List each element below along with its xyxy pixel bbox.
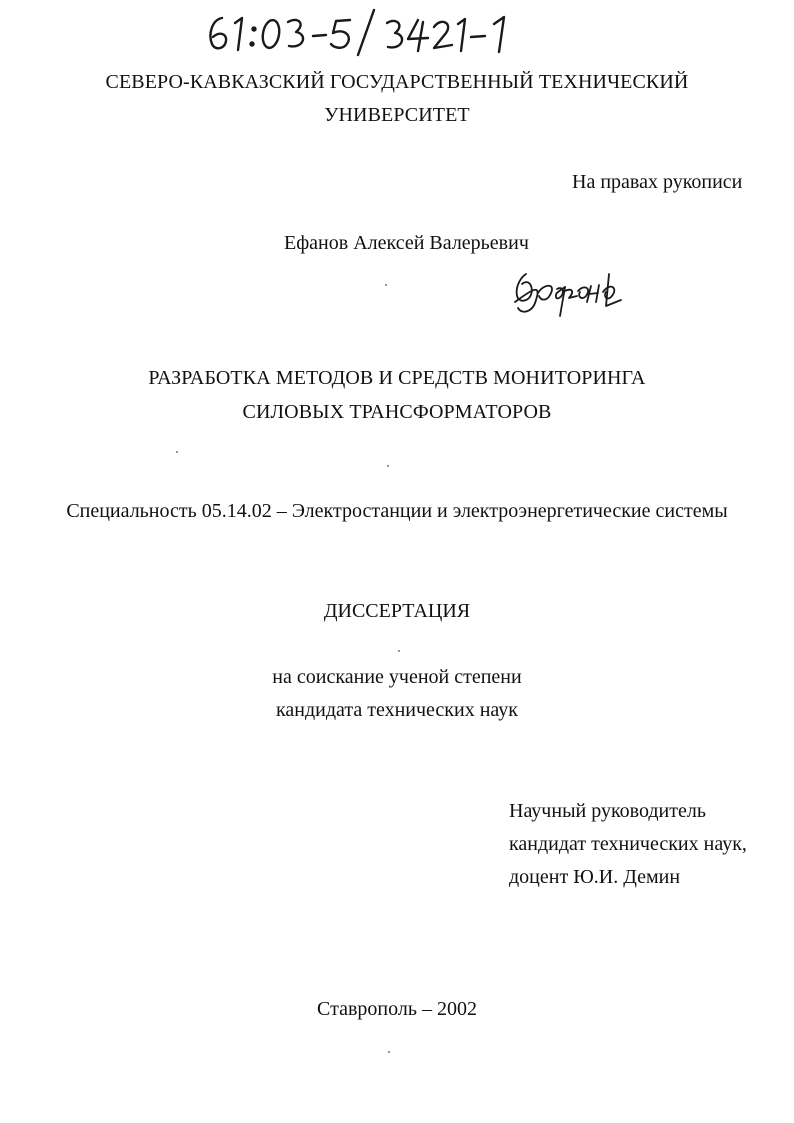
city-and-year: Ставрополь – 2002 (317, 998, 477, 1020)
institution-name-line-1: СЕВЕРО-КАВКАЗСКИЙ ГОСУДАРСТВЕННЫЙ ТЕХНИЧЕСКИЙ (105, 71, 689, 93)
dissertation-title-line-1: РАЗРАБОТКА МЕТОДОВ И СРЕДСТВ МОНИТОРИНГА (148, 367, 646, 389)
author-name: Ефанов Алексей Валерьевич (284, 232, 529, 254)
institution-name-line-2: УНИВЕРСИТЕТ (324, 104, 470, 126)
rights-notice: На правах рукописи (572, 171, 743, 193)
scan-speck (385, 284, 387, 286)
dissertation-title-line-2: СИЛОВЫХ ТРАНСФОРМАТОРОВ (242, 401, 552, 423)
scan-speck (398, 650, 400, 652)
author-signature (508, 258, 626, 324)
handwritten-catalog-code (200, 6, 530, 58)
specialty-statement: Специальность 05.14.02 – Электростанции и электроэнергетические системы (66, 500, 728, 522)
supervisor-degree: кандидат технических наук, (509, 833, 747, 855)
scan-speck (388, 1051, 390, 1053)
degree-line-1: на соискание ученой степени (272, 666, 522, 688)
document-type-heading: ДИССЕРТАЦИЯ (323, 600, 471, 622)
scan-speck (176, 451, 178, 453)
scan-speck (387, 465, 389, 467)
degree-line-2: кандидата технических наук (275, 699, 519, 721)
supervisor-name: доцент Ю.И. Демин (509, 866, 681, 888)
supervisor-heading: Научный руководитель (509, 800, 706, 822)
